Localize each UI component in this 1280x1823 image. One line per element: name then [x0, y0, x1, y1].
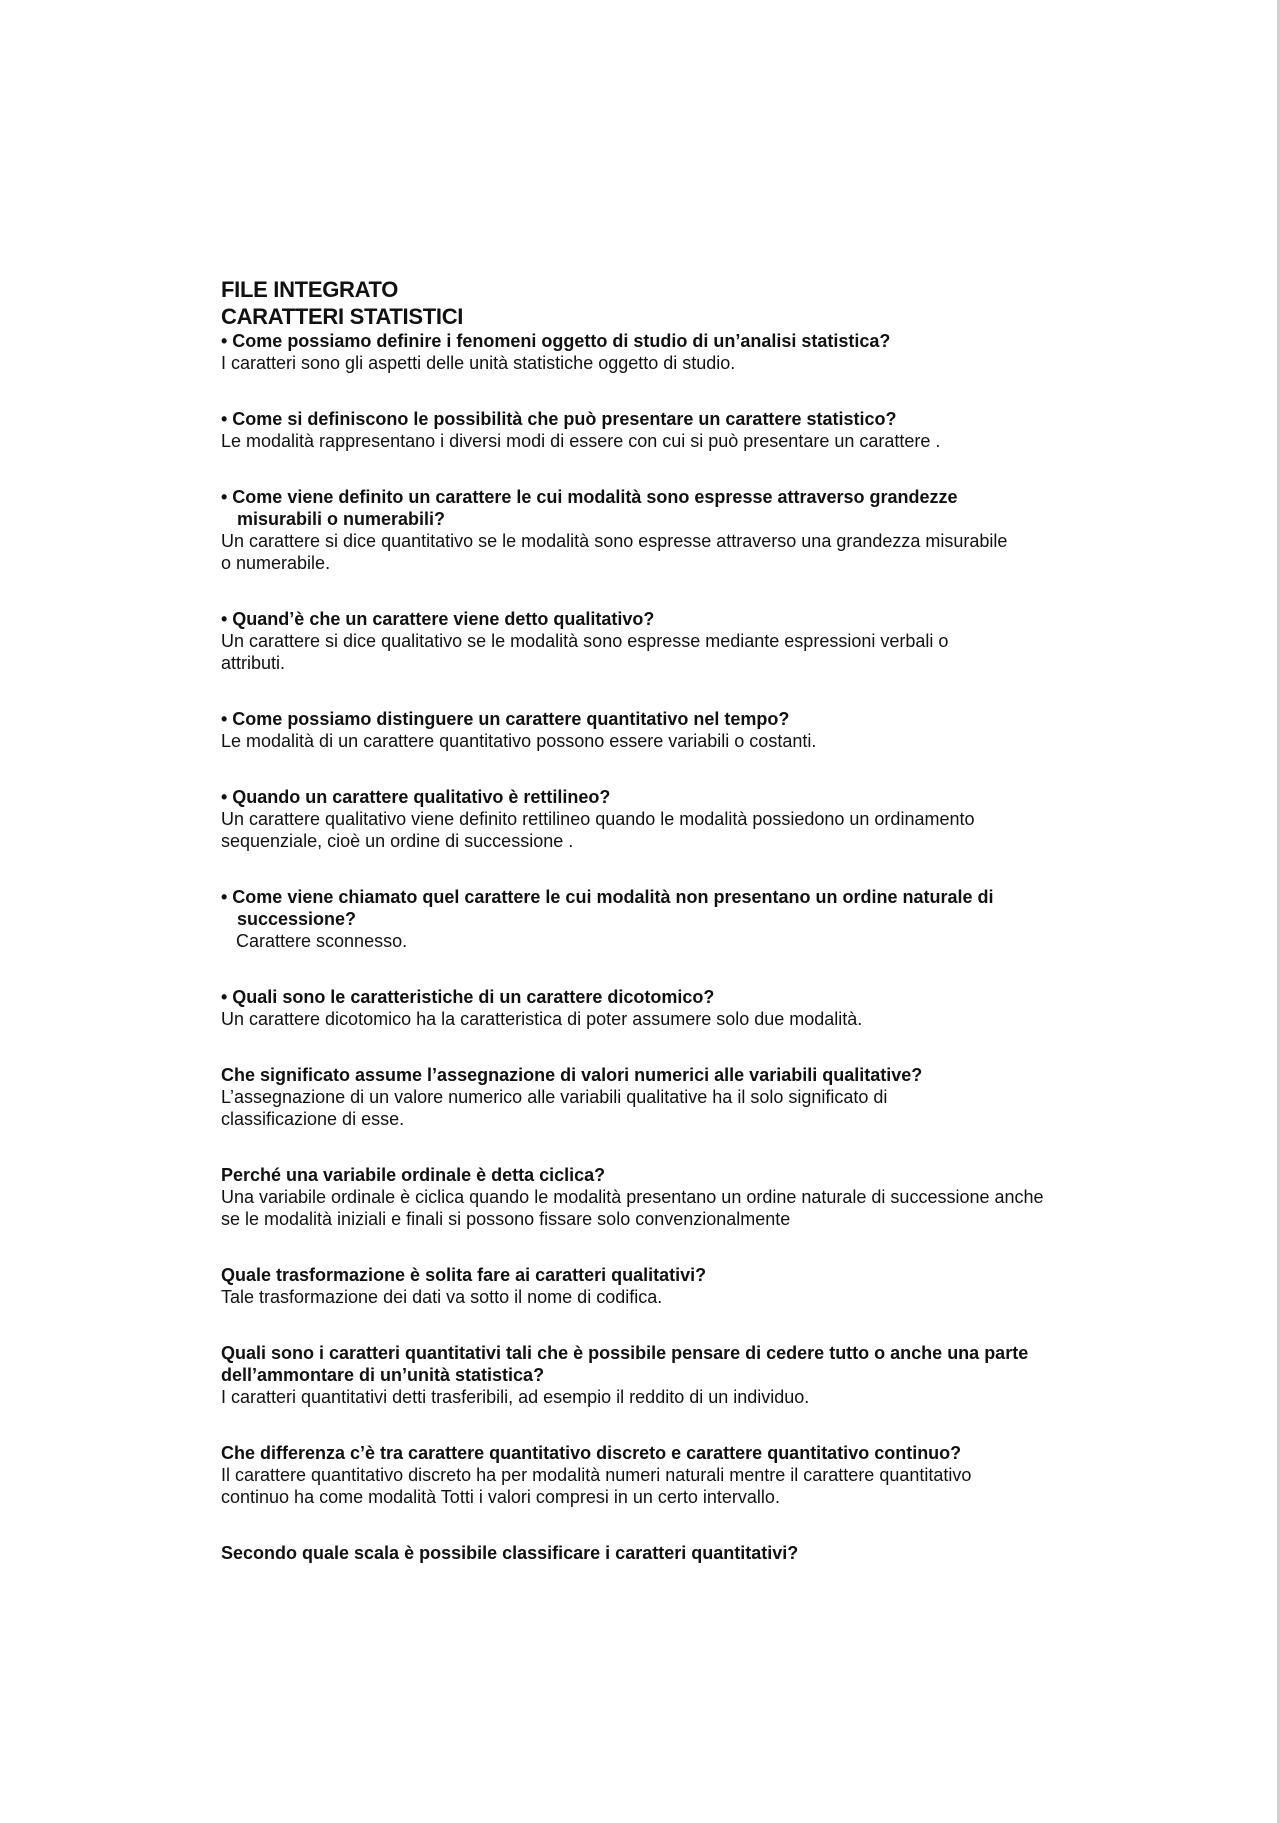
question: • Come viene chiamato quel carattere le cui modalità non presentano un ordine naturale di successione?	[221, 887, 994, 929]
question: Quali sono i caratteri quantitativi tali che è possibile pensare di cedere tutto o anche una parte dell’ammontare di un’unità statistica?	[221, 1343, 1029, 1385]
answer: Carattere sconnesso.	[236, 931, 408, 951]
qa-item	[221, 986, 1121, 1030]
answer: Un carattere si dice quantitativo se le modalità sono espresse attraverso una grandezza misurabile o numerabile.	[221, 531, 1008, 573]
document-title: FILE INTEGRATO	[221, 277, 399, 302]
qa-item	[221, 886, 1121, 952]
answer: Un carattere dicotomico ha la caratteristica di poter assumere solo due modalità.	[221, 1009, 863, 1029]
qa-item	[221, 708, 1121, 752]
answer: Un carattere si dice qualitativo se le modalità sono espresse mediante espressioni verbali o attributi.	[221, 631, 949, 673]
question: • Come si definiscono le possibilità che può presentare un carattere statistico?	[221, 409, 897, 429]
question: Che differenza c’è tra carattere quantitativo discreto e carattere quantitativo continuo?	[221, 1443, 962, 1463]
answer: Le modalità rappresentano i diversi modi di essere con cui si può presentare un carattere .	[221, 431, 941, 451]
qa-item	[221, 786, 1121, 852]
question: • Quali sono le caratteristiche di un carattere dicotomico?	[221, 987, 715, 1007]
question: • Come viene definito un carattere le cui modalità sono espresse attraverso grandezze misurabili o numerabili?	[221, 487, 958, 529]
question: Secondo quale scala è possibile classificare i caratteri quantitativi?	[221, 1543, 799, 1563]
answer: I caratteri sono gli aspetti delle unità statistiche oggetto di studio.	[221, 353, 736, 373]
qa-item	[221, 1442, 1121, 1508]
answer: Tale trasformazione dei dati va sotto il nome di codifica.	[221, 1287, 663, 1307]
answer: Un carattere qualitativo viene definito rettilineo quando le modalità possiedono un ordinamento sequenziale, cioè un ordine di successione .	[221, 809, 975, 851]
qa-item	[221, 1342, 1121, 1408]
answer: I caratteri quantitativi detti trasferibili, ad esempio il reddito di un individuo.	[221, 1387, 810, 1407]
qa-item	[221, 608, 1121, 674]
qa-item	[221, 408, 1121, 452]
question: • Come possiamo definire i fenomeni oggetto di studio di un’analisi statistica?	[221, 331, 891, 351]
question: • Quando un carattere qualitativo è rettilineo?	[221, 787, 611, 807]
qa-item	[221, 1164, 1121, 1230]
document-page	[221, 276, 1121, 1598]
qa-item	[221, 1264, 1121, 1308]
question: • Quand’è che un carattere viene detto qualitativo?	[221, 609, 655, 629]
answer: L’assegnazione di un valore numerico alle variabili qualitative ha il solo significato di classificazione di esse.	[221, 1087, 888, 1129]
document-subtitle: CARATTERI STATISTICI	[221, 304, 464, 329]
qa-item	[221, 330, 1121, 374]
qa-item	[221, 486, 1121, 574]
question: Quale trasformazione è solita fare ai caratteri qualitativi?	[221, 1265, 707, 1285]
question: Che significato assume l’assegnazione di valori numerici alle variabili qualitative?	[221, 1065, 923, 1085]
qa-item	[221, 1064, 1121, 1130]
question: • Come possiamo distinguere un carattere quantitativo nel tempo?	[221, 709, 790, 729]
question: Perché una variabile ordinale è detta ciclica?	[221, 1165, 606, 1185]
answer: Il carattere quantitativo discreto ha per modalità numeri naturali mentre il carattere quantitativo continuo ha come modalità Totti i valori compresi in un certo intervallo.	[221, 1465, 972, 1507]
qa-item	[221, 1542, 1121, 1564]
answer: Le modalità di un carattere quantitativo possono essere variabili o costanti.	[221, 731, 817, 751]
answer: Una variabile ordinale è ciclica quando le modalità presentano un ordine naturale di successione anche se le modalità iniziali e finali si possono fissare solo convenzionalmente	[221, 1187, 1044, 1229]
